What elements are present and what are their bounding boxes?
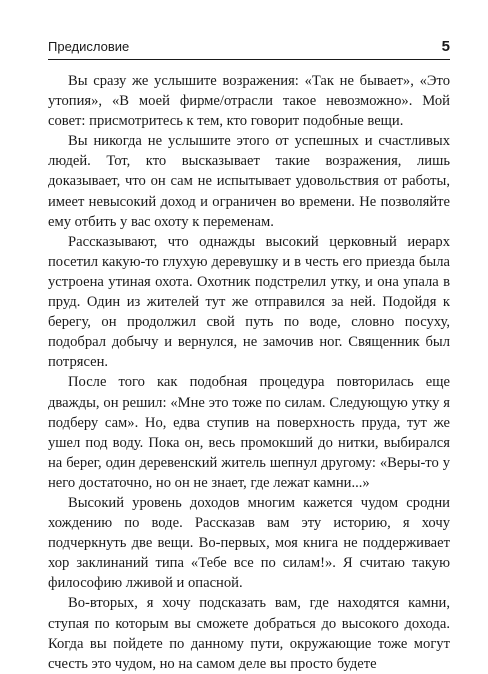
page-number: 5	[441, 38, 450, 55]
section-title: Предисловие	[48, 39, 130, 54]
paragraph: Вы сразу же услышите возражения: «Так не бывает», «Это утопия», «В моей фирме/отрасли такое невозможно». Мой совет: присмотритесь к тем, кто говорит подобные вещи.	[48, 73, 450, 130]
book-page	[48, 38, 450, 674]
paragraph: После того как подобная процедура повторилась еще дважды, он решил: «Мне это тоже по силам. Следующую утку я подберу сам». Но, едва ступив на поверхность пруда, тут же ушел под воду. Пока он, весь промокший до нитки, выбирался на берег, один деревенский житель шепнул другому: «Веры-то у него достаточно, но он не знает, где лежат камни...»	[48, 374, 450, 491]
paragraph: Высокий уровень доходов многим кажется чудом сродни хождению по воде. Рассказав вам эту историю, я хочу подчеркнуть две вещи. Во-первых, моя книга не поддерживает хор заклинаний типа «Тебе все по силам!». Я считаю такую философию лживой и опасной.	[48, 494, 450, 592]
paragraph: Вы никогда не услышите этого от успешных и счастливых людей. Тот, кто высказывает такие возражения, лишь доказывает, что он сам не испытывает удовольствия от работы, имеет невысокий доход и ограничен во времени. Не позволяйте ему отбить у вас охоту к переменам.	[48, 133, 450, 230]
paragraph: Во-вторых, я хочу подсказать вам, где находятся камни, ступая по которым вы сможете добраться до высокого дохода. Когда вы пойдете по данному пути, окружающие тоже могут счесть это чудом, но на самом деле вы просто будете	[48, 595, 450, 672]
body-text	[48, 71, 450, 674]
running-head	[48, 38, 450, 60]
paragraph: Рассказывают, что однажды высокий церковный иерарх посетил какую-то глухую деревушку и в честь его приезда была устроена утиная охота. Охотник подстрелил утку, и она упала в пруд. Один из жителей тут же отправился за ней. Подойдя к берегу, он продолжил свой путь по воде, словно посуху, подобрал добычу и вернулся, не замочив ног. Священник был потрясен.	[48, 233, 450, 371]
